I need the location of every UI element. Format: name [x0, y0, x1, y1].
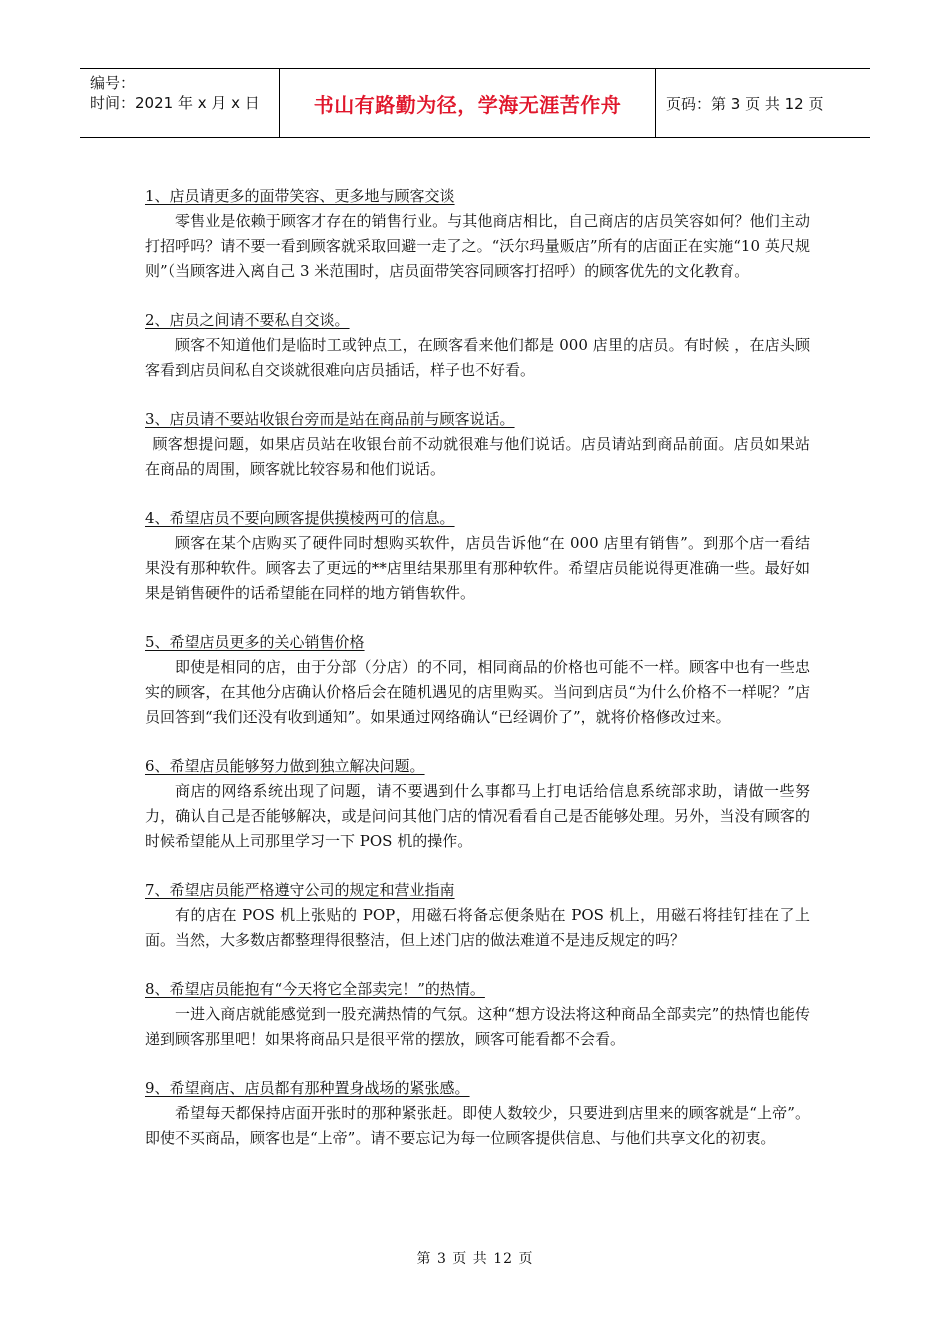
page-header [80, 68, 870, 138]
section-title: 5、希望店员更多的关心销售价格 [145, 633, 365, 651]
section-4 [145, 506, 810, 606]
section-3 [145, 407, 810, 482]
section-9 [145, 1076, 810, 1151]
header-motto: 书山有路勤为径，学海无涯苦作舟 [280, 69, 656, 137]
section-7 [145, 878, 810, 953]
section-body: 即使是相同的店，由于分部（分店）的不同，相同商品的价格也可能不一样。顾客中也有一些忠实的顾客，在其他分店确认价格后会在随机遇见的店里购买。当问到店员“为什么价格不一样呢？”店员回答到“我们还没有收到通知”。如果通过网络确认“已经调价了”，就将价格修改过来。 [145, 658, 810, 726]
header-meta [80, 69, 280, 137]
section-title: 3、店员请不要站收银台旁而是站在商品前与顾客说话。 [145, 410, 515, 428]
section-5 [145, 630, 810, 730]
document-body [145, 184, 810, 1175]
section-title: 9、希望商店、店员都有那种置身战场的紧张感。 [145, 1079, 470, 1097]
section-title: 1、店员请更多的面带笑容、更多地与顾客交谈 [145, 187, 455, 205]
section-body: 一进入商店就能感觉到一股充满热情的气氛。这种“想方设法将这种商品全部卖完”的热情也能传递到顾客那里吧！如果将商品只是很平常的摆放，顾客可能看都不会看。 [145, 1005, 810, 1048]
number-label: 编号： [90, 74, 136, 92]
section-body: 有的店在 POS 机上张贴的 POP，用磁石将备忘便条贴在 POS 机上，用磁石将挂钉挂在了上面。当然，大多数店都整理得很整洁，但上述门店的做法难道不是违反规定的吗？ [145, 906, 810, 949]
section-title: 2、店员之间请不要私自交谈。 [145, 311, 350, 329]
section-body: 商店的网络系统出现了问题，请不要遇到什么事都马上打电话给信息系统部求助，请做一些努力，确认自己是否能够解决，或是问问其他门店的情况看看自己是否能够处理。另外，当没有顾客的时候希望能从上司那里学习一下 POS 机的操作。 [145, 782, 810, 850]
section-body: 顾客想提问题，如果店员站在收银台前不动就很难与他们说话。店员请站到商品前面。店员如果站在商品的周围，顾客就比较容易和他们说话。 [145, 435, 810, 478]
section-body: 希望每天都保持店面开张时的那种紧张赶。即使人数较少，只要进到店里来的顾客就是“上帝”。即使不买商品，顾客也是“上帝”。请不要忘记为每一位顾客提供信息、与他们共享文化的初衷。 [145, 1104, 810, 1147]
section-2 [145, 308, 810, 383]
header-page-info: 页码：第 3 页 共 12 页 [666, 94, 824, 113]
section-body: 零售业是依赖于顾客才存在的销售行业。与其他商店相比，自己商店的店员笑容如何？他们主动打招呼吗？请不要一看到顾客就采取回避一走了之。“沃尔玛量贩店”所有的店面正在实施“10 英尺规则”（当顾客进入离自己 3 米范围时，店员面带笑容同顾客打招呼）的顾客优先的文化教育。 [145, 212, 810, 280]
section-title: 8、希望店员能抱有“今天将它全部卖完！”的热情。 [145, 980, 485, 998]
page-footer: 第 3 页 共 12 页 [416, 1251, 534, 1267]
section-1 [145, 184, 810, 284]
section-body: 顾客在某个店购买了硬件同时想购买软件，店员告诉他“在 000 店里有销售”。到那个店一看结果没有那种软件。顾客去了更远的**店里结果那里有那种软件。希望店员能说得更准确一些。最好如果是销售硬件的话希望能在同样的地方销售软件。 [145, 534, 810, 602]
section-title: 4、希望店员不要向顾客提供摸棱两可的信息。 [145, 509, 455, 527]
section-6 [145, 754, 810, 854]
section-title: 7、希望店员能严格遵守公司的规定和营业指南 [145, 881, 455, 899]
section-title: 6、希望店员能够努力做到独立解决问题。 [145, 757, 425, 775]
section-8 [145, 977, 810, 1052]
time-label: 时间：2021 年 x 月 x 日 [90, 94, 260, 112]
section-body: 顾客不知道他们是临时工或钟点工，在顾客看来他们都是 000 店里的店员。有时候 ，在店头顾客看到店员间私自交谈就很难向店员插话，样子也不好看。 [145, 336, 810, 379]
